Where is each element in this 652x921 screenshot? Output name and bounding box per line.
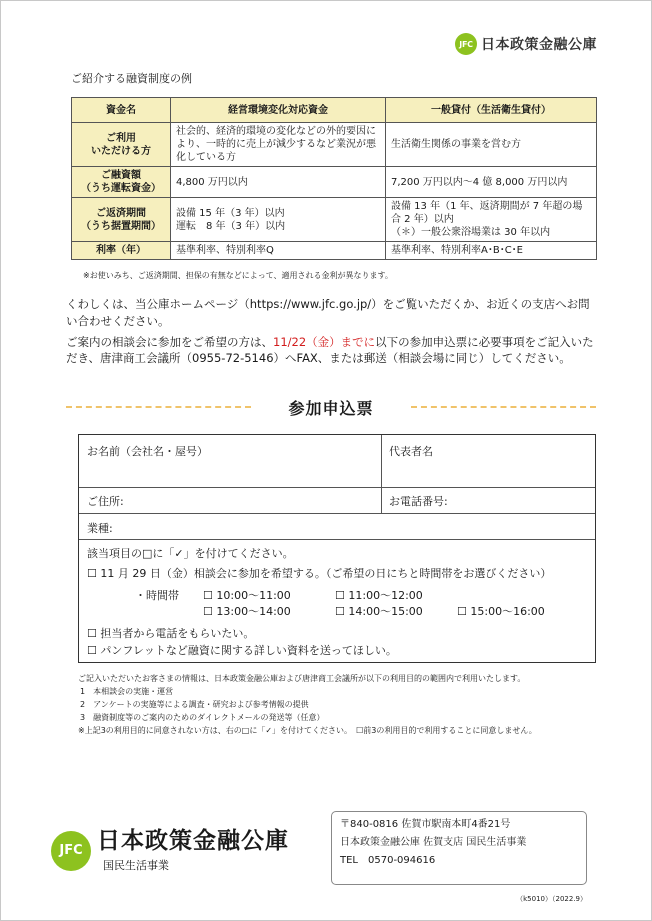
checkbox-icon[interactable]: ☐ — [203, 589, 213, 602]
form-row-name — [79, 435, 595, 488]
checkbox-icon[interactable]: ☐ — [87, 567, 97, 580]
loan-header-2: 一般貸付（生活衛生貸付） — [386, 98, 597, 123]
divider — [411, 406, 596, 408]
cell: 設備 13 年（1 年、返済期間が 7 年超の場合 2 年）以内 （＊）一般公衆浴場業は 30 年以内 — [386, 198, 597, 242]
time-slot-label: 13:00〜14:00 — [216, 605, 291, 618]
row-label-term: ご返済期間 （うち据置期間） — [72, 198, 171, 242]
checkbox-icon[interactable]: ☐ — [457, 605, 467, 618]
privacy-item: 3 融資制度等のご案内のためのダイレクトメールの発送等（任意） — [80, 713, 325, 722]
deadline-text: 11/22（金）までに — [273, 335, 376, 349]
table-row — [72, 198, 597, 242]
address-line: 〒840-0816 佐賀市駅南本町4番21号 — [340, 819, 511, 830]
cell: 設備 15 年（3 年）以内 運転 8 年（3 年）以内 — [171, 198, 386, 242]
time-label: ・時間帯 — [135, 589, 179, 602]
time-slot-option[interactable] — [203, 587, 291, 603]
call-option[interactable] — [87, 625, 254, 641]
footer-dept: 国民生活事業 — [103, 859, 169, 872]
loan-table — [71, 97, 597, 260]
application-form — [78, 434, 596, 663]
footer-logo — [51, 828, 289, 873]
table-row — [72, 242, 597, 260]
privacy-intro: ご記入いただいたお客さまの情報は、日本政策金融公庫および唐津商工会議所が以下の利用目的の範囲内で利用いたします。 — [78, 674, 526, 683]
name-label: お名前（会社名・屋号） — [87, 445, 208, 458]
checkbox-icon[interactable]: ☐ — [356, 726, 364, 735]
brochure-option-label: パンフレットなど融資に関する詳しい資料を送ってほしい。 — [100, 644, 397, 657]
brochure-option[interactable] — [87, 642, 397, 658]
table-row — [72, 123, 597, 167]
intro-title: ご紹介する融資制度の例 — [71, 72, 192, 85]
cell: 基準利率、特別利率A･B･C･E — [386, 242, 597, 260]
row-label-amount: ご融資額 （うち運転資金） — [72, 167, 171, 198]
footer-org-name: 日本政策金融公庫 — [97, 828, 289, 854]
industry-label: 業種: — [87, 522, 113, 535]
time-slot-option[interactable] — [335, 587, 423, 603]
homepage-paragraph: くわしくは、当公庫ホームページ（https://www.jfc.go.jp/）をご覧いただくか、お近くの支店へお問い合わせください。 — [66, 297, 590, 328]
header-org-name: 日本政策金融公庫 — [481, 37, 597, 53]
privacy-optout — [78, 724, 598, 737]
time-slot-option[interactable] — [203, 603, 291, 619]
cell: 社会的、経済的環境の変化などの外的要因により、一時的に売上が減少するなど業況が悪化している方 — [171, 123, 386, 167]
checkbox-icon[interactable]: ☐ — [203, 605, 213, 618]
address-box — [331, 811, 587, 885]
jfc-logo-icon: JFC — [455, 33, 477, 55]
privacy-item: 2 アンケートの実施等による調査・研究および参考情報の提供 — [80, 700, 309, 709]
row-label-rate: 利率（年） — [72, 242, 171, 260]
consult-option[interactable] — [87, 565, 551, 581]
loan-header-0: 資金名 — [72, 98, 171, 123]
privacy-notice — [78, 672, 598, 737]
time-slot-option[interactable] — [457, 603, 545, 619]
row-label-eligible: ご利用 いただける方 — [72, 123, 171, 167]
table-row — [72, 167, 597, 198]
checkbox-icon[interactable]: ☐ — [335, 589, 345, 602]
checkbox-icon[interactable]: ☐ — [87, 644, 97, 657]
application-title: 参加申込票 — [288, 399, 374, 418]
jfc-logo-icon: JFC — [51, 831, 91, 871]
cell: 4,800 万円以内 — [171, 167, 386, 198]
loan-header-1: 経営環境変化対応資金 — [171, 98, 386, 123]
rep-label: 代表者名 — [389, 445, 433, 458]
cell: 基準利率、特別利率Q — [171, 242, 386, 260]
cell: 生活衛生関係の事業を営む方 — [386, 123, 597, 167]
form-row-industry — [79, 514, 595, 540]
time-slot-label: 10:00〜11:00 — [216, 589, 291, 602]
form-row-address — [79, 488, 595, 514]
time-slot-label: 11:00〜12:00 — [348, 589, 423, 602]
document-code: （k5010）（2022.9） — [516, 895, 587, 903]
cell: 7,200 万円以内〜4 億 8,000 万円以内 — [386, 167, 597, 198]
address-line: 日本政策金融公庫 佐賀支店 国民生活事業 — [340, 837, 527, 848]
para2-before: ご案内の相談会に参加をご希望の方は、 — [66, 335, 273, 349]
application-title-row — [66, 394, 596, 418]
time-slot-label: 14:00〜15:00 — [348, 605, 423, 618]
privacy-optout-text: ※上記3の利用目的に同意されない方は、右の□に「✓」を付けてください。 — [78, 726, 349, 735]
application-paragraph — [66, 334, 596, 366]
time-slot-label: 15:00〜16:00 — [470, 605, 545, 618]
checkbox-icon[interactable]: ☐ — [335, 605, 345, 618]
phone-label: お電話番号: — [389, 495, 448, 508]
form-vertical-divider — [381, 435, 382, 514]
loan-table-header — [72, 98, 597, 123]
address-line: TEL 0570-094616 — [340, 855, 436, 866]
instruction-text: 該当項目の□に「✓」を付けてください。 — [87, 547, 294, 560]
checkbox-icon[interactable]: ☐ — [87, 627, 97, 640]
header-logo — [455, 33, 597, 55]
privacy-item: 1 本相談会の実施・運営 — [80, 687, 174, 696]
para2-after: 以下の参加申込票に必要事項をご記入いただき、唐津商工会議所（0955-72-5146）へFAX、または郵送（相談会場に同じ）してください。 — [66, 335, 594, 365]
table-note: ※お使いみち、ご返済期間、担保の有無などによって、適用される金利が異なります。 — [83, 271, 393, 280]
time-slot-option[interactable] — [335, 603, 423, 619]
address-label: ご住所: — [87, 495, 124, 508]
privacy-optout-box-label: 前3の利用目的で利用することに同意しません。 — [363, 726, 537, 735]
call-option-label: 担当者から電話をもらいたい。 — [100, 627, 255, 640]
consult-option-label: 11 月 29 日（金）相談会に参加を希望する。（ご希望の日にちと時間帯をお選びください） — [100, 567, 552, 580]
